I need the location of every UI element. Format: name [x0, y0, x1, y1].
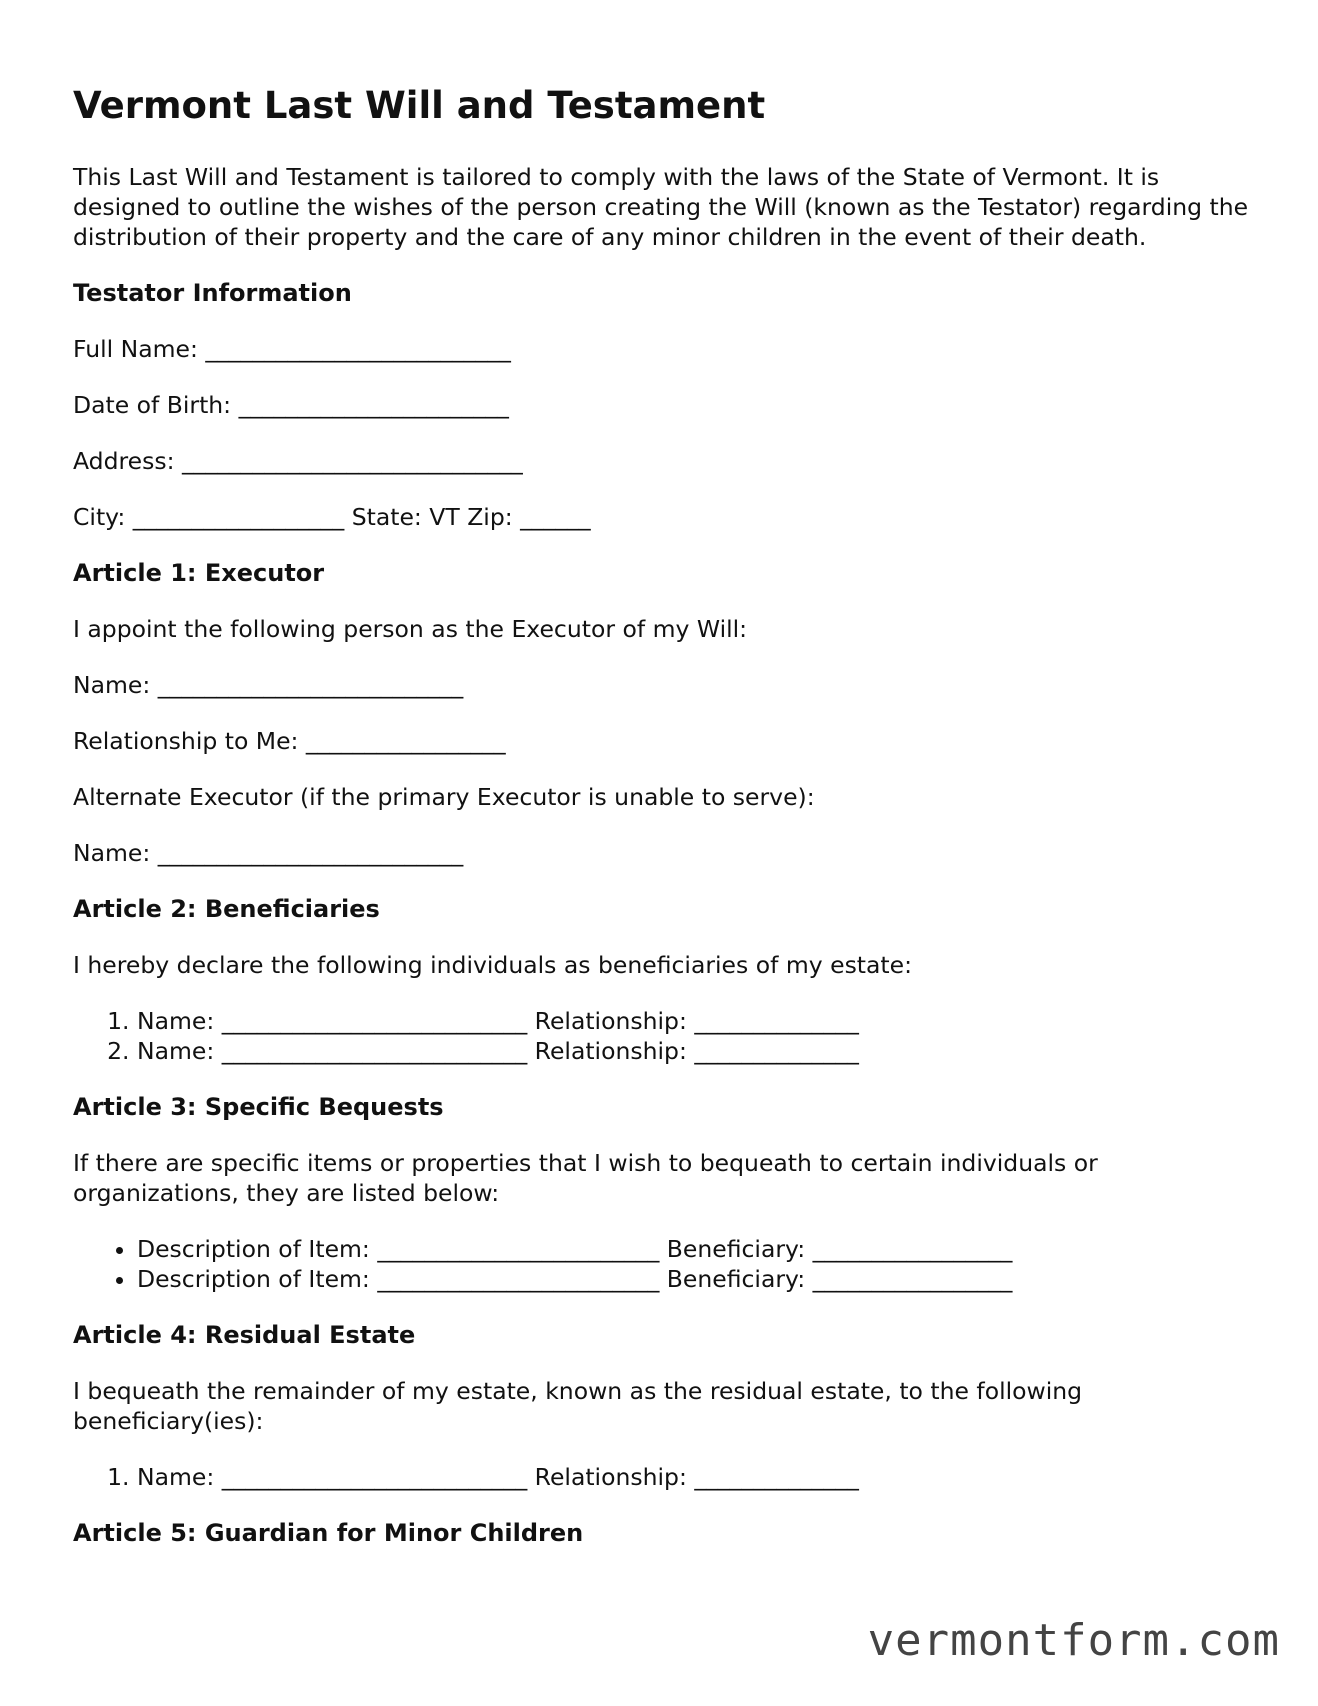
article1-heading: Article 1: Executor [73, 559, 325, 588]
residual-list [73, 1462, 1253, 1492]
article3-heading: Article 3: Specific Bequests [73, 1093, 444, 1122]
residual-item[interactable]: 1. Name: __________________________ Relationship: ______________ [137, 1462, 1253, 1492]
executor-name-field[interactable]: Name: __________________________ [73, 671, 464, 700]
alternate-executor-name-field[interactable]: Name: __________________________ [73, 839, 464, 868]
watermark: vermontform.com [867, 1615, 1280, 1666]
address-field[interactable]: Address: _____________________________ [73, 447, 523, 476]
alternate-executor-text: Alternate Executor (if the primary Executor is unable to serve): [73, 783, 815, 812]
document-page [73, 84, 1253, 1574]
bequest-item[interactable]: • Description of Item: ________________________ Beneficiary: _________________ [137, 1234, 1253, 1264]
beneficiary-item[interactable]: 1. Name: __________________________ Relationship: ______________ [137, 1006, 1253, 1036]
beneficiaries-list [73, 1006, 1253, 1066]
article5-heading: Article 5: Guardian for Minor Children [73, 1519, 584, 1548]
date-of-birth-field[interactable]: Date of Birth: _______________________ [73, 391, 509, 420]
city-state-zip-field[interactable]: City: __________________ State: VT Zip: ______ [73, 503, 591, 532]
testator-heading: Testator Information [73, 279, 352, 308]
intro-paragraph: This Last Will and Testament is tailored to comply with the laws of the State of Vermont. It is designed to outline the wishes of the person creating the Will (known as the Testator) regarding the distribution of their property and the care of any minor children in the event of their death. [73, 163, 1249, 252]
article2-text: I hereby declare the following individuals as beneficiaries of my estate: [73, 951, 913, 980]
article4-text: I bequeath the remainder of my estate, known as the residual estate, to the following beneficiary(ies): [73, 1377, 1083, 1436]
executor-relationship-field[interactable]: Relationship to Me: _________________ [73, 727, 506, 756]
bequest-item[interactable]: • Description of Item: ________________________ Beneficiary: _________________ [137, 1264, 1253, 1294]
article2-heading: Article 2: Beneficiaries [73, 895, 380, 924]
document-title: Vermont Last Will and Testament [73, 84, 766, 127]
full-name-field[interactable]: Full Name: __________________________ [73, 335, 511, 364]
bequests-list [73, 1234, 1253, 1294]
article1-text: I appoint the following person as the Executor of my Will: [73, 615, 748, 644]
article4-heading: Article 4: Residual Estate [73, 1321, 416, 1350]
beneficiary-item[interactable]: 2. Name: __________________________ Relationship: ______________ [137, 1036, 1253, 1066]
article3-text: If there are specific items or properties that I wish to bequeath to certain individuals or organizations, they are listed below: [73, 1149, 1098, 1208]
